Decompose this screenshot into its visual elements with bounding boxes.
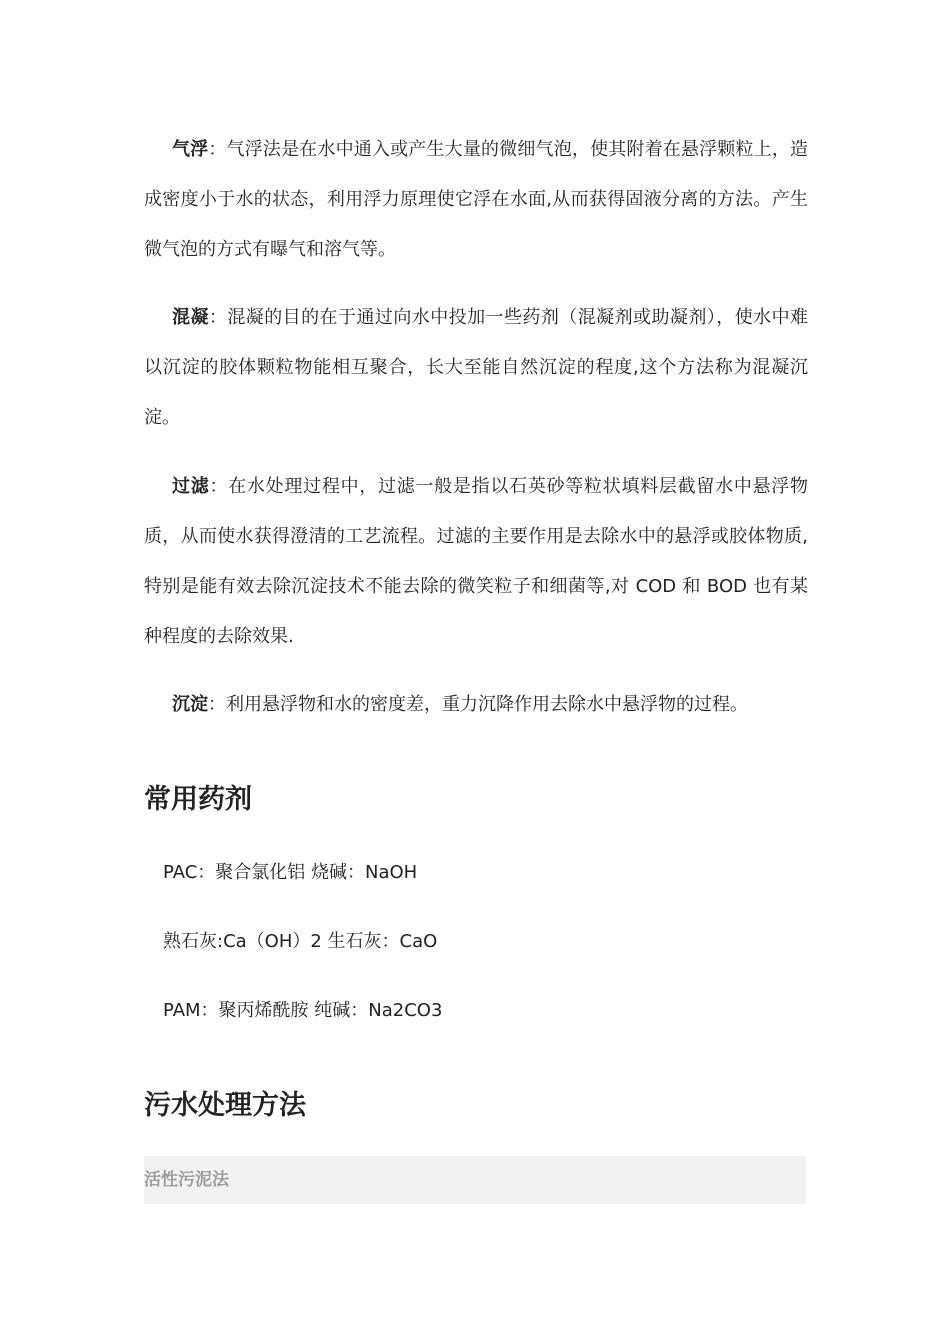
- chemical-item: PAM：聚丙烯酰胺 纯碱：Na2CO3: [163, 1000, 443, 1021]
- term-separator: ：: [209, 476, 229, 497]
- chemical-item: 熟石灰:Ca（OH）2 生石灰：CaO: [163, 931, 438, 952]
- paragraph-text: 在水处理过程中，过滤一般是指以石英砂等粒状填料层截留水中悬浮物质，从而使水获得澄清的工艺流程。过滤的主要作用是去除水中的悬浮或胶体物质,特别是能有效去除沉淀技术不能去除的微笑粒子和细菌等,对 COD 和 BOD 也有某种程度的去除效果.: [144, 476, 809, 647]
- paragraph-filtration: [144, 462, 808, 662]
- heading-treatment-methods: 污水处理方法: [144, 1090, 306, 1121]
- paragraph-sedimentation: [144, 680, 808, 730]
- term-air-flotation: 气浮: [172, 139, 209, 160]
- term-separator: ：: [208, 139, 227, 160]
- term-filtration: 过滤: [172, 476, 210, 497]
- subheading-activated-sludge: 活性污泥法: [144, 1170, 229, 1190]
- term-coagulation: 混凝: [172, 307, 209, 328]
- paragraph-text: 利用悬浮物和水的密度差，重力沉降作用去除水中悬浮物的过程。: [226, 694, 748, 715]
- paragraph-coagulation: [144, 293, 808, 443]
- paragraph-text: 气浮法是在水中通入或产生大量的微细气泡，使其附着在悬浮颗粒上，造成密度小于水的状态，利用浮力原理使它浮在水面,从而获得固液分离的方法。产生微气泡的方式有曝气和溶气等。: [144, 139, 809, 260]
- subheading-box: [144, 1156, 806, 1204]
- paragraph-air-flotation: [144, 125, 808, 275]
- paragraph-text: 混凝的目的在于通过向水中投加一些药剂（混凝剂或助凝剂），使水中难以沉淀的胶体颗粒物能相互聚合，长大至能自然沉淀的程度,这个方法称为混凝沉淀。: [144, 307, 809, 428]
- chemical-item: PAC：聚合氯化铝 烧碱：NaOH: [163, 862, 418, 883]
- term-separator: ：: [208, 307, 228, 328]
- term-separator: ：: [208, 694, 226, 715]
- heading-common-chemicals: 常用药剂: [144, 784, 252, 815]
- term-sedimentation: 沉淀: [172, 694, 208, 715]
